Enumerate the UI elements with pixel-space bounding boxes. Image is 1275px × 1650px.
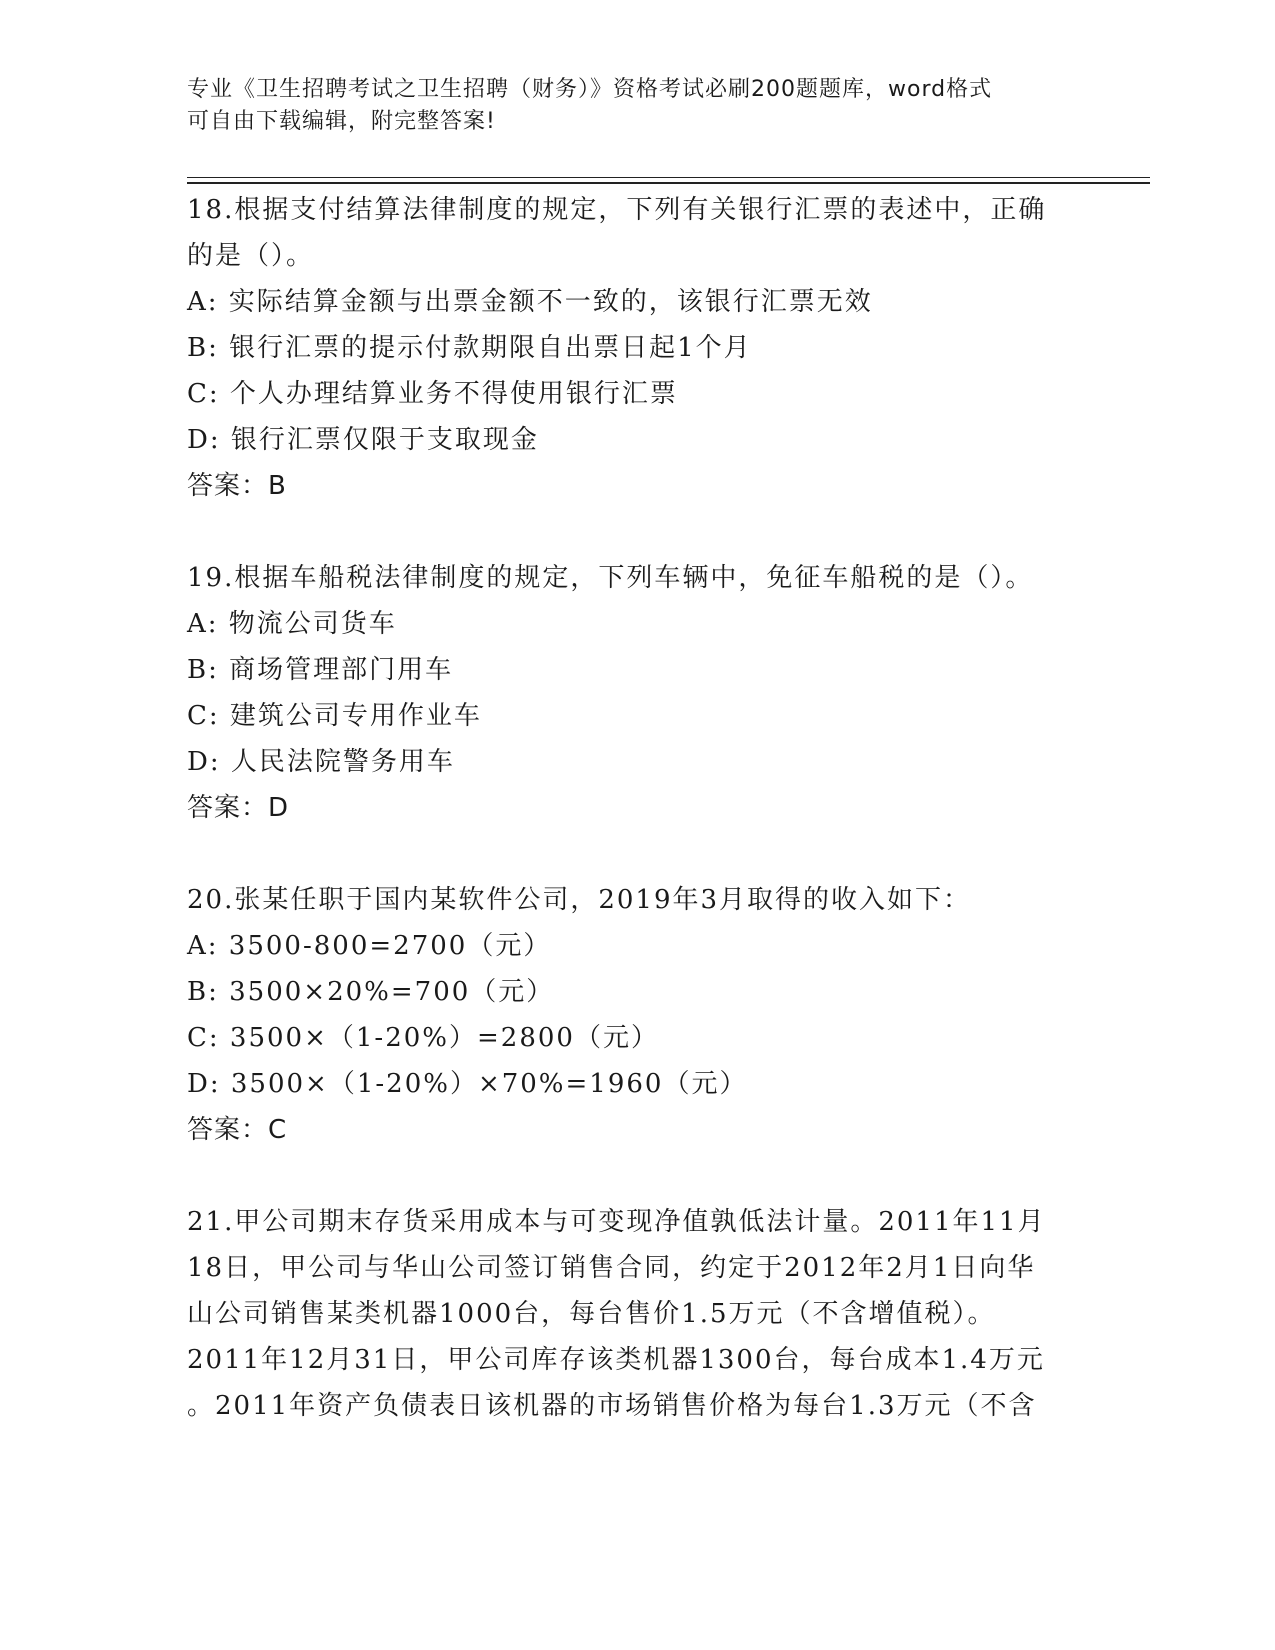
question-19 <box>187 555 1087 831</box>
document-header <box>187 74 1087 138</box>
question-list <box>187 187 1087 1429</box>
question-19-option-d: D: 人民法院警务用车 <box>187 747 455 777</box>
question-21-stem-line-1: 21.甲公司期末存货采用成本与可变现净值孰低法计量。2011年11月 <box>187 1207 1046 1237</box>
question-18-option-d: D: 银行汇票仅限于支取现金 <box>187 425 539 455</box>
spacer <box>187 509 1087 555</box>
question-19-option-a: A: 物流公司货车 <box>187 609 397 639</box>
question-19-stem-line-1: 19.根据车船税法律制度的规定，下列车辆中，免征车船税的是（）。 <box>187 563 1034 593</box>
question-18-stem-line-1: 18.根据支付结算法律制度的规定，下列有关银行汇票的表述中，正确 <box>187 195 1047 225</box>
question-19-option-c: C: 建筑公司专用作业车 <box>187 701 482 731</box>
question-18-answer: 答案：B <box>187 471 287 501</box>
question-20-answer: 答案：C <box>187 1115 288 1145</box>
question-21-stem-line-2: 18日，甲公司与华山公司签订销售合同，约定于2012年2月1日向华 <box>187 1253 1036 1283</box>
question-19-option-b: B: 商场管理部门用车 <box>187 655 454 685</box>
spacer <box>187 1153 1087 1199</box>
question-18-option-a: A: 实际结算金额与出票金额不一致的，该银行汇票无效 <box>187 287 873 317</box>
question-20-option-b: B: 3500×20%=700（元） <box>187 977 555 1007</box>
header-line-2: 可自由下载编辑，附完整答案! <box>187 109 496 134</box>
header-line-1: 专业《卫生招聘考试之卫生招聘（财务）》资格考试必刷200题题库，word格式 <box>187 77 993 102</box>
question-18-stem-line-2: 的是（）。 <box>187 241 315 271</box>
question-18-option-b: B: 银行汇票的提示付款期限自出票日起1个月 <box>187 333 752 363</box>
header-divider-thin <box>187 177 1150 178</box>
spacer <box>187 831 1087 877</box>
question-18-option-c: C: 个人办理结算业务不得使用银行汇票 <box>187 379 678 409</box>
question-21-stem-line-5: 。2011年资产负债表日该机器的市场销售价格为每台1.3万元（不含 <box>187 1391 1037 1421</box>
question-21 <box>187 1199 1087 1429</box>
header-divider-thick <box>187 182 1150 184</box>
question-20-option-c: C: 3500×（1-20%）=2800（元） <box>187 1023 659 1053</box>
question-21-stem-line-4: 2011年12月31日，甲公司库存该类机器1300台，每台成本1.4万元 <box>187 1345 1045 1375</box>
question-19-answer: 答案：D <box>187 793 290 823</box>
question-20 <box>187 877 1087 1153</box>
question-20-stem-line-1: 20.张某任职于国内某软件公司，2019年3月取得的收入如下： <box>187 885 972 915</box>
question-21-stem-line-3: 山公司销售某类机器1000台，每台售价1.5万元（不含增值税）。 <box>187 1299 996 1329</box>
question-20-option-a: A: 3500-800=2700（元） <box>187 931 552 961</box>
question-18 <box>187 187 1087 509</box>
question-20-option-d: D: 3500×（1-20%）×70%=1960（元） <box>187 1069 748 1099</box>
